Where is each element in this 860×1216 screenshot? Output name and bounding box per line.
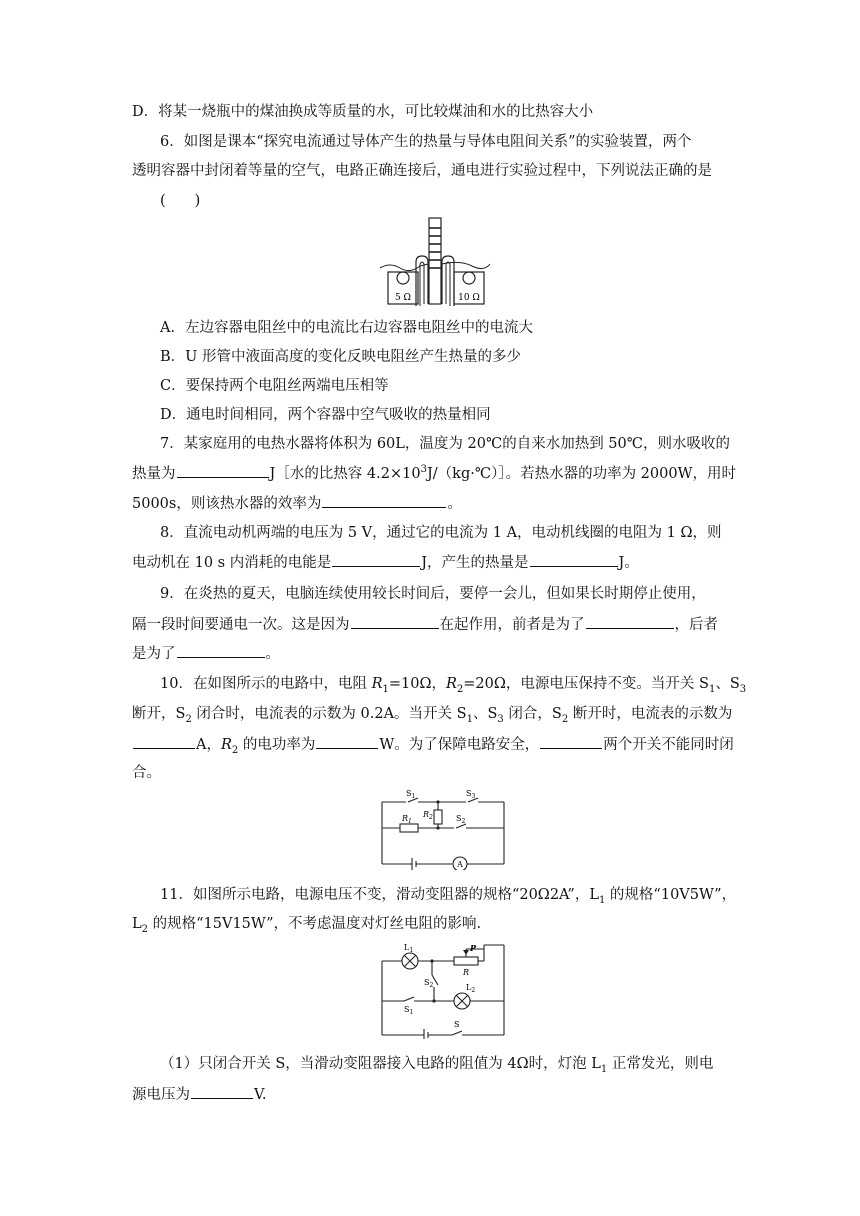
answer-blank[interactable] — [586, 614, 674, 629]
svg-text:S: S — [454, 1020, 460, 1029]
q6-option-c: C．要保持两个电阻丝两端电压相等 — [160, 378, 389, 394]
svg-text:S1: $S_1$ — [406, 789, 416, 800]
q5-option-d: D．将某一烧瓶中的煤油换成等质量的水，可比较煤油和水的比热容大小 — [132, 104, 594, 120]
q7-line2: 热量为 J［水的比热容 $4.2\times 10^3J/(kg\cdot℃)]$。若热水器的功率为 2000W，用时 — [132, 464, 736, 482]
svg-text:R2: $R_2$ — [423, 810, 433, 821]
q6-stem-line1: 6．如图是课本“探究电流通过导体产生的热量与导体电阻间关系”的实验装置，两个 — [160, 134, 692, 150]
svg-text:S2: $S_2$ — [456, 814, 466, 825]
q6-option-b: B．U 形管中液面高度的变化反映电阻丝产生热量的多少 — [160, 349, 521, 365]
q8-line1: 8．直流电动机两端的电压为 5 V，通过它的电流为 1 A，电动机线圈的电阻为 1 Ω，则 — [160, 525, 722, 541]
svg-text:L2: $L_2$ — [466, 983, 476, 994]
svg-text:S1: $S_1$ — [404, 1005, 414, 1016]
answer-blank[interactable] — [351, 614, 439, 629]
q10-line2: 断开，$S_2$ 闭合时，电流表的示数为 0.2A。当开关 $S_1$、$S_3$ 闭合，$S_2$ 断开时，电流表的示数为 — [132, 706, 733, 725]
answer-blank[interactable] — [316, 734, 378, 749]
q11-part1-line1: （1）只闭合开关 S，当滑动变阻器接入电路的阻值为 4Ω时，灯泡 $L_1$ 正常发光，则电 — [160, 1056, 714, 1075]
answer-blank[interactable] — [322, 493, 446, 508]
q6-option-a: A．左边容器电阻丝中的电流比右边容器电阻丝中的电流大 — [160, 320, 533, 336]
q10-line1: 10．在如图所示的电路中，电阻 $R_1=10\Omega$，$R_2=20\Omega$，电源电压保持不变。当开关 $S_1$、$S_3$ — [160, 676, 747, 695]
q7-line1: 7．某家庭用的电热水器将体积为 60L，温度为 20℃的自来水加热到 50℃，则水吸收的 — [160, 436, 730, 452]
q6-stem-line2: 透明容器中封闭着等量的空气，电路正确连接后，通电进行实验过程中，下列说法正确的是 — [132, 163, 712, 179]
resistor-label-5-ohm: 5 Ω — [394, 293, 412, 303]
q11-line2: $L_2$ 的规格“15V15W”，不考虑温度对灯丝电阻的影响. — [132, 916, 482, 935]
svg-text:R1: $R_1$ — [402, 814, 412, 825]
u-tube-apparatus-figure — [380, 216, 490, 308]
svg-text:R: R — [463, 968, 470, 977]
q9-line3: 是为了 。 — [132, 643, 732, 664]
answer-blank[interactable] — [332, 552, 420, 567]
q7-line3: 5000s，则该热水器的效率为 。 — [132, 493, 732, 514]
answer-blank[interactable] — [177, 643, 265, 658]
svg-text:A: A — [457, 860, 463, 869]
q10-line4: 合。 — [132, 765, 161, 781]
q11-line1: 11．如图所示电路，电源电压不变，滑动变阻器的规格“20Ω2A”，$L_1$ 的规格“10V5W”， — [160, 887, 737, 906]
q10-line3: A，$R_2$ 的电功率为 W。为了保障电路安全， 两个开关不能同时闭 — [132, 734, 732, 755]
q9-line2: 隔一段时间要通电一次。这是因为 在起作用，前者是为了 ，后者 — [132, 614, 732, 635]
answer-blank[interactable] — [133, 734, 195, 749]
svg-text:S3: $S_3$ — [466, 789, 476, 800]
q9-line1: 9．在炎热的夏天，电脑连续使用较长时间后，要停一会儿，但如果长时期停止使用， — [160, 586, 706, 602]
q8-line2: 电动机在 10 s 内消耗的电能是 J，产生的热量是 J。 — [132, 552, 732, 573]
q6-answer-bracket: ( ) — [160, 193, 201, 209]
svg-text:S2: $S_2$ — [424, 978, 434, 989]
svg-text:L1: $L_1$ — [404, 943, 414, 954]
resistor-label-10-ohm: 10 Ω — [458, 293, 480, 303]
circuit-figure-q10 — [378, 786, 508, 870]
circuit-figure-q11 — [378, 941, 508, 1039]
answer-blank[interactable] — [191, 1084, 253, 1099]
u-tube-scale — [429, 218, 441, 304]
answer-blank[interactable] — [177, 463, 269, 478]
answer-blank[interactable] — [540, 734, 602, 749]
svg-text:P: P — [470, 943, 477, 953]
answer-blank[interactable] — [530, 552, 618, 567]
q6-option-d: D．通电时间相同，两个容器中空气吸收的热量相同 — [160, 407, 491, 423]
q11-part1-line2: 源电压为 V. — [132, 1084, 732, 1105]
